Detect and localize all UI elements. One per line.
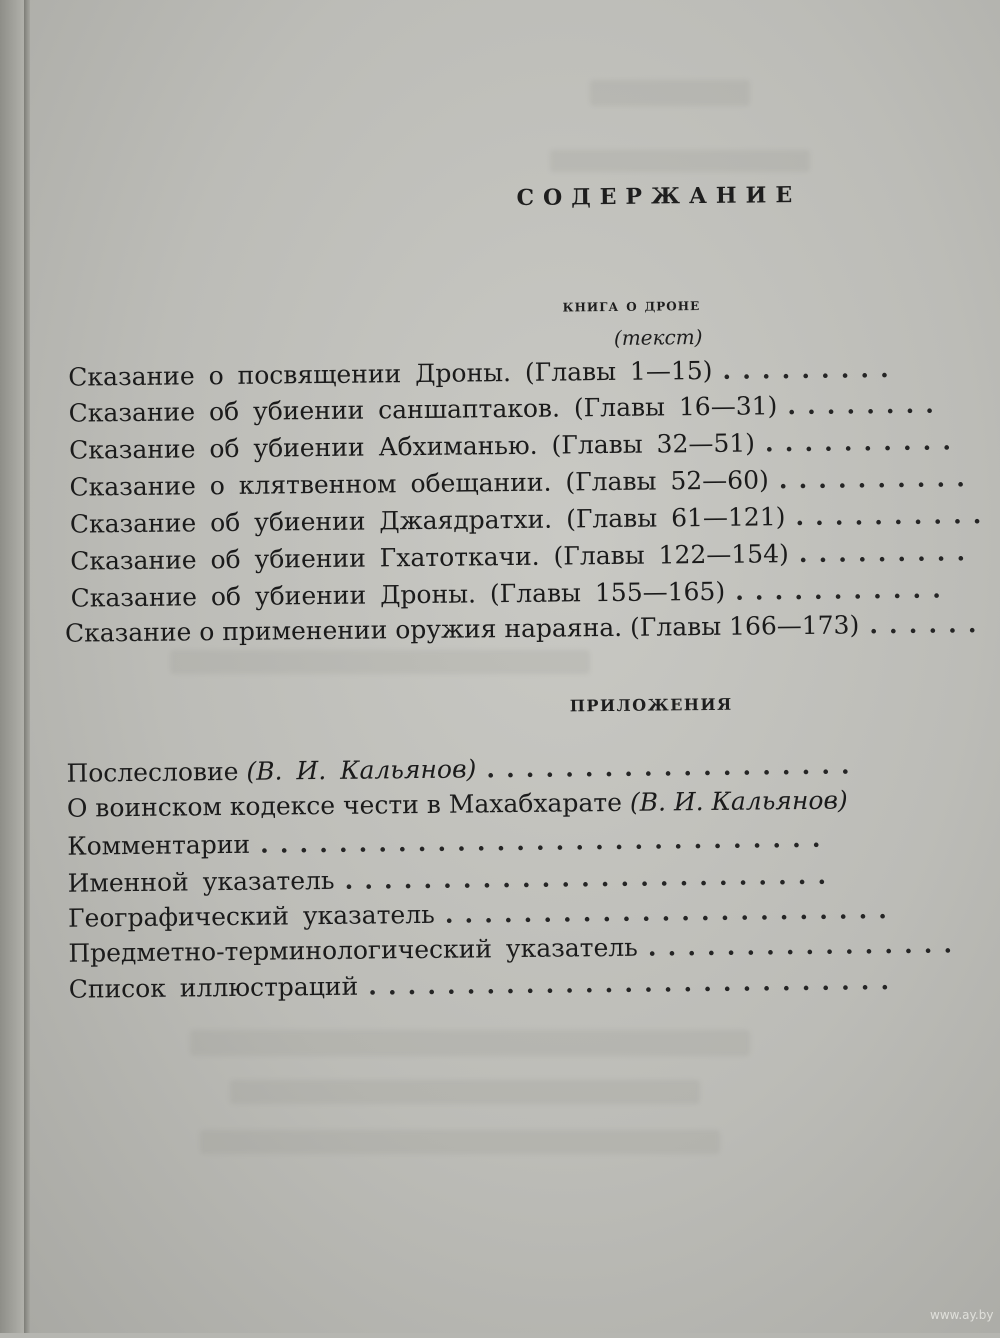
dot-leader: ......................... bbox=[344, 860, 838, 895]
toc-entry bbox=[69, 426, 962, 465]
appendix-entry bbox=[67, 824, 831, 862]
appendix-entry-title: Послесловие bbox=[66, 756, 239, 788]
dot-leader: ........ bbox=[787, 389, 946, 421]
appendix-entry-author: (В. И. Кальянов) bbox=[246, 754, 477, 786]
appendix-entry bbox=[67, 786, 848, 824]
appendix-entry-title: Географический указатель bbox=[67, 899, 435, 933]
appendix-heading: ПРИЛОЖЕНИЯ bbox=[569, 694, 733, 716]
toc-entry bbox=[70, 537, 976, 576]
toc-entry bbox=[68, 354, 900, 393]
dot-leader: ...... bbox=[869, 609, 988, 640]
toc-entry-title: Сказание об убиении Джаядратхи. (Главы 61—121) bbox=[69, 502, 786, 539]
toc-entry bbox=[69, 463, 976, 502]
dot-leader: ......... bbox=[722, 353, 900, 385]
contents-title: СОДЕРЖАНИЕ bbox=[516, 181, 802, 211]
appendix-entry-title: Комментарии bbox=[67, 829, 251, 861]
dot-leader: ................ bbox=[647, 929, 964, 962]
book-subtitle-note: (текст) bbox=[613, 325, 703, 350]
appendix-entry-author: (В. И. Кальянов) bbox=[629, 785, 848, 817]
appendix-entry-title: О воинском кодексе чести в Махабхарате bbox=[66, 787, 623, 823]
toc-entry-title: Сказание о посвящении Дроны. (Главы 1—15) bbox=[68, 355, 713, 392]
toc-entry-title: Сказание об убиении саншаптаков. (Главы 16—31) bbox=[68, 391, 778, 428]
toc-entry bbox=[65, 609, 988, 649]
appendix-entry bbox=[68, 895, 898, 934]
toc-entry bbox=[69, 389, 946, 428]
appendix-entry-title: Именной указатель bbox=[67, 865, 335, 898]
toc-entry bbox=[70, 500, 993, 540]
appendix-entry bbox=[68, 929, 963, 968]
toc-entry-title: Сказание об убиении Гхатоткачи. (Главы 122—154) bbox=[70, 539, 789, 576]
dot-leader: ........................... bbox=[368, 965, 901, 1001]
dot-leader: ............................. bbox=[259, 823, 832, 859]
dot-leader: ........... bbox=[734, 574, 953, 606]
dot-leader: ....................... bbox=[444, 895, 899, 929]
appendix-entry bbox=[69, 966, 901, 1005]
book-edge bbox=[0, 0, 24, 1333]
dot-leader: ......... bbox=[798, 537, 977, 569]
appendix-entry-title: Предметно-терминологический указатель bbox=[68, 932, 638, 968]
toc-entry-title: Сказание об убиении Абхиманью. (Главы 32—51) bbox=[68, 428, 756, 465]
toc-entry-title: Сказание о клятвенном обещании. (Главы 52—60) bbox=[69, 465, 769, 502]
toc-entry bbox=[71, 574, 953, 613]
dot-leader: .......... bbox=[764, 426, 963, 458]
appendix-entry-title: Список иллюстраций bbox=[68, 971, 359, 1004]
dot-leader: ................... bbox=[486, 750, 861, 784]
watermark: www.ay.by bbox=[930, 1308, 994, 1322]
toc-entry-title: Сказание о применении оружия нараяна. (Главы 166—173) bbox=[64, 610, 860, 648]
appendix-entry bbox=[66, 750, 860, 788]
dot-leader: .......... bbox=[778, 463, 976, 495]
toc-entry-title: Сказание об убиении Дроны. (Главы 155—165) bbox=[70, 576, 726, 613]
book-subtitle: книга о дроне bbox=[562, 295, 701, 317]
dot-leader: .......... bbox=[795, 500, 993, 532]
book-page bbox=[30, 0, 1000, 1333]
appendix-entry bbox=[67, 861, 837, 899]
contents-text bbox=[24, 0, 1000, 1338]
